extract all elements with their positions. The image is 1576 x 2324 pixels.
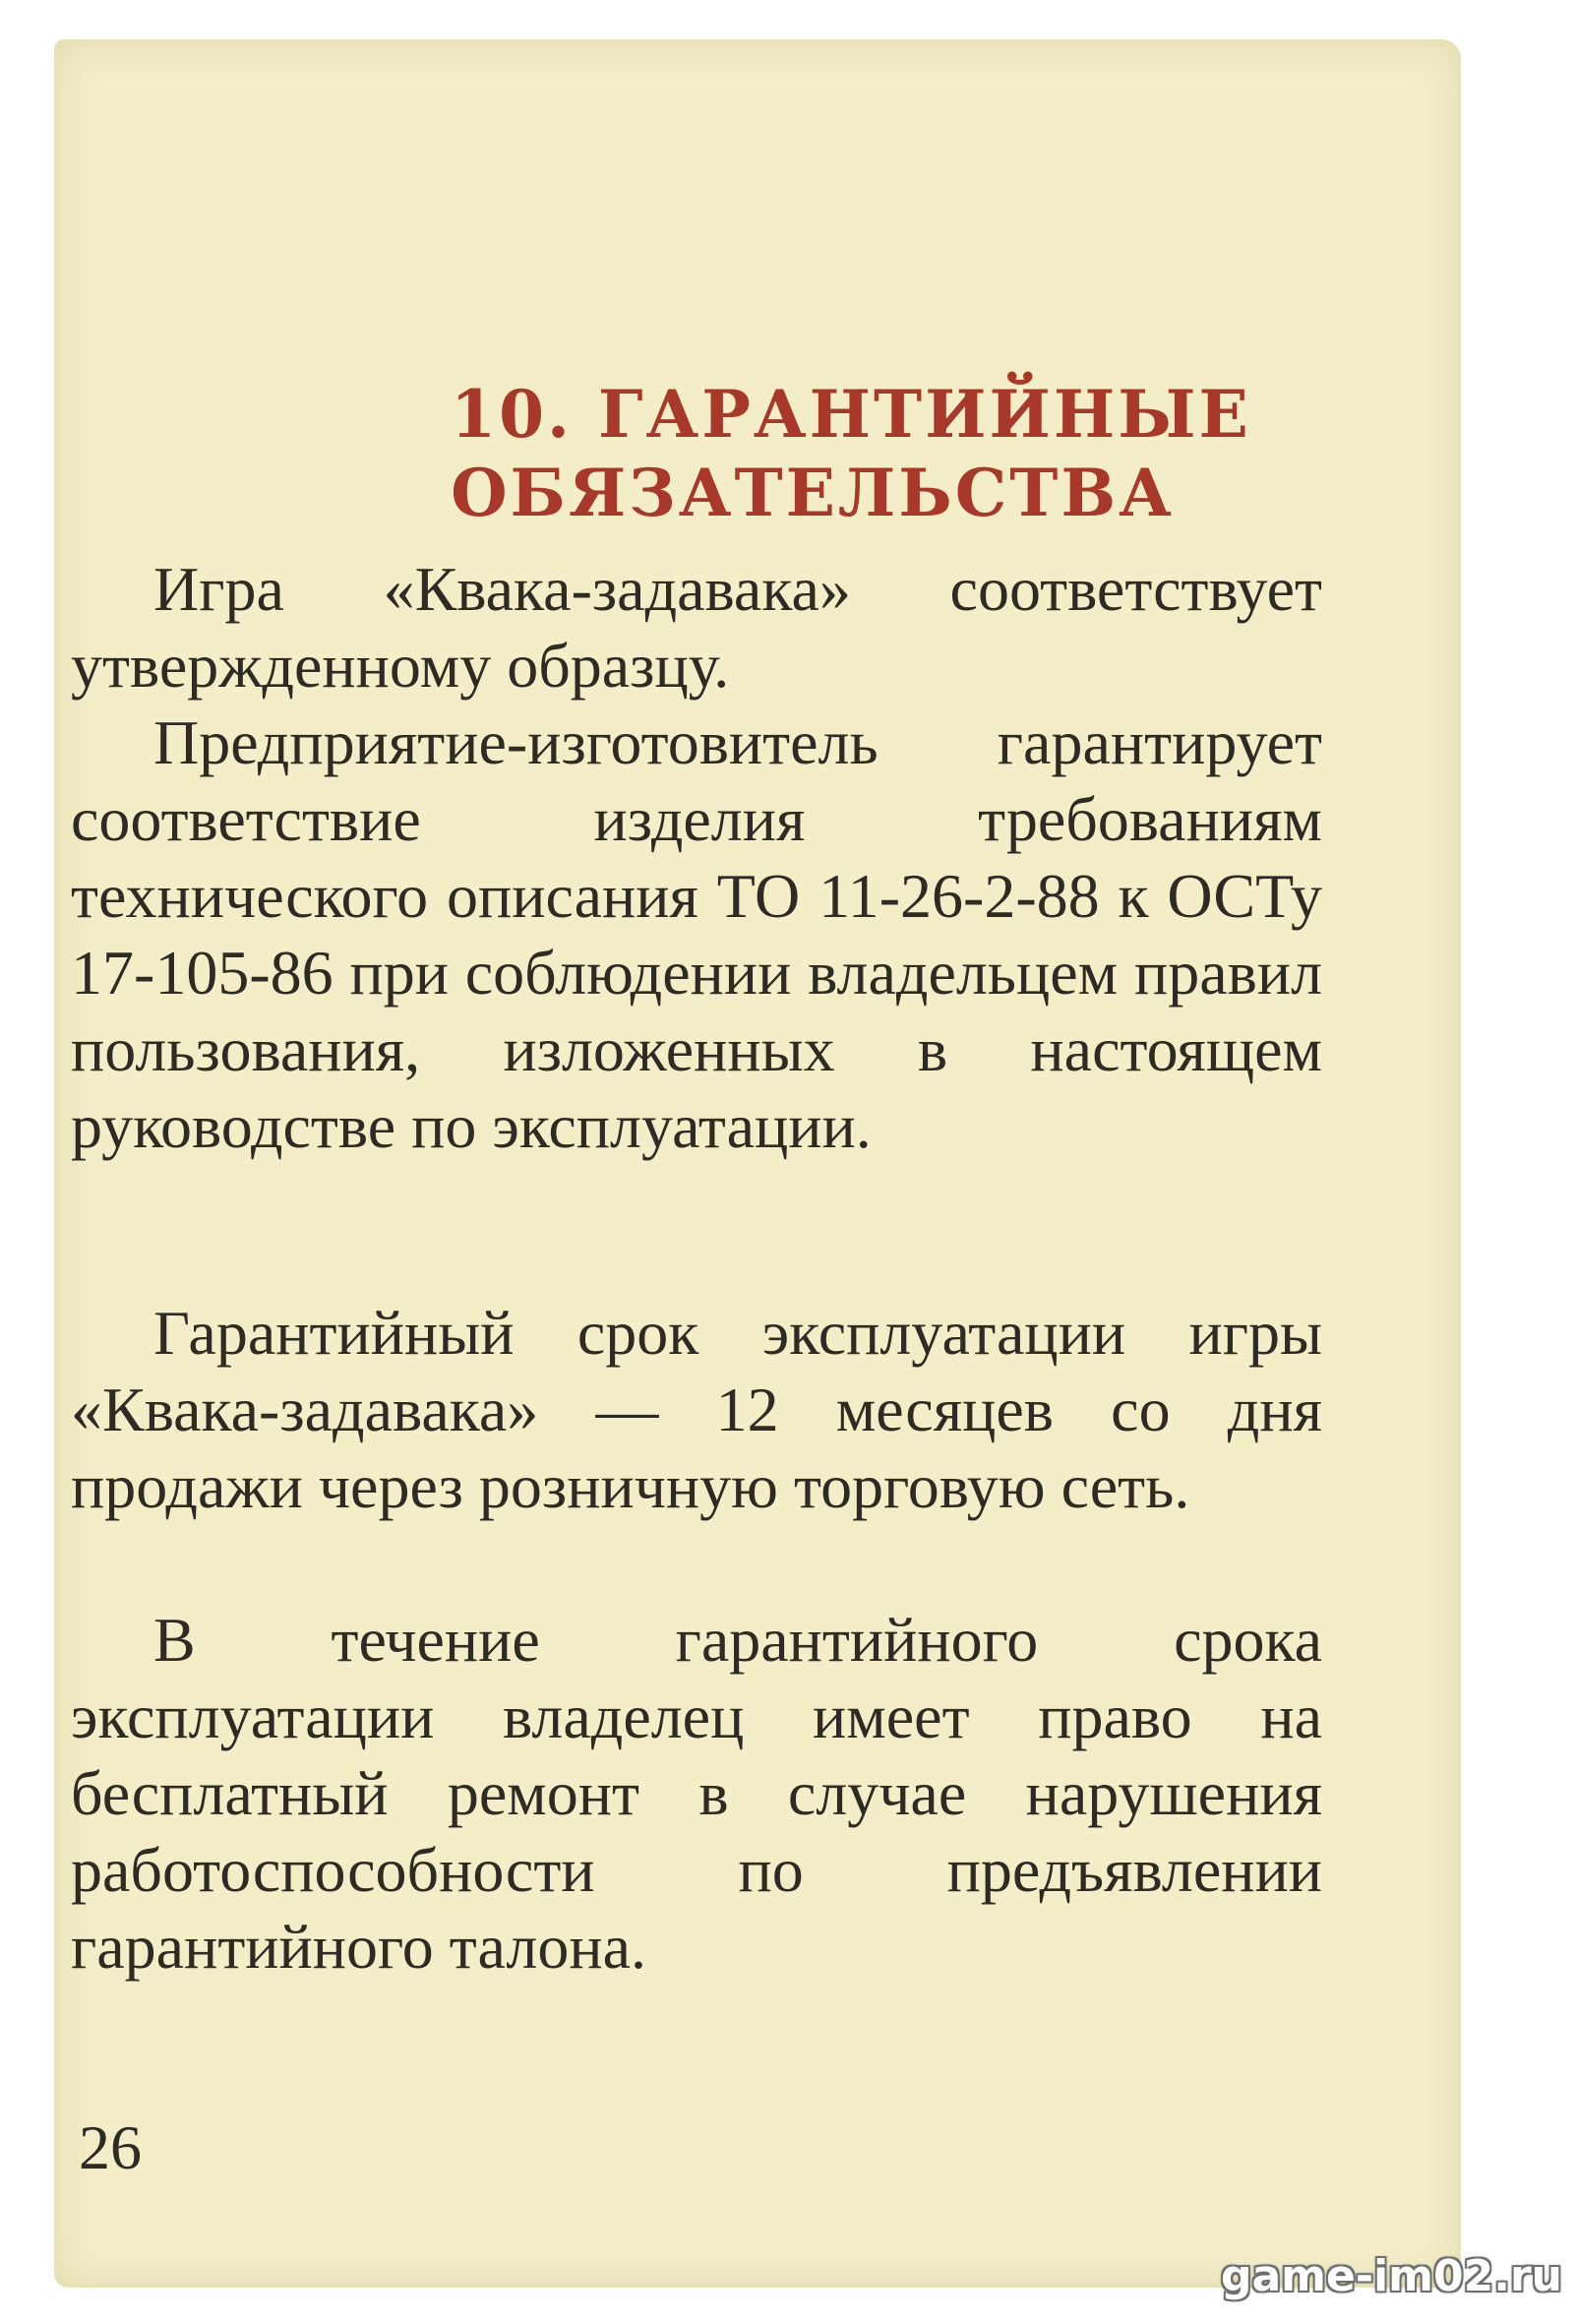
section-heading-line-2: ОБЯЗАТЕЛЬСТВА xyxy=(451,455,1175,531)
paragraph-1 xyxy=(71,551,1322,704)
paragraph-2 xyxy=(71,704,1322,1165)
paragraph-1-text: Игра «Квака-задавака» соответствует утвержденному образцу. xyxy=(71,554,1322,701)
paragraph-2-text: Предприятие-изготовитель гарантирует соответствие изделия требованиям технического описания ТО 11-26-2-88 к ОСТу 17-105-86 при соблюдении владельцем правил пользования, изложенных в настоящем руководстве по эксплуатации. xyxy=(71,707,1322,1161)
paragraph-3 xyxy=(71,1295,1322,1525)
section-heading-line-1: 10. ГАРАНТИЙНЫЕ xyxy=(451,376,1251,453)
watermark: game-im02.ru xyxy=(1220,2251,1562,2301)
paragraph-3-text: Гарантийный срок эксплуатации игры «Квака-задавака» — 12 месяцев со дня продажи через розничную торговую сеть. xyxy=(71,1298,1322,1521)
page-number: 26 xyxy=(79,2112,142,2182)
paragraph-4 xyxy=(71,1602,1322,1986)
paragraph-4-text: В течение гарантийного срока эксплуатации владелец имеет право на бесплатный ремонт в случае нарушения работоспособности по предъявлении гарантийного талона. xyxy=(71,1605,1322,1982)
